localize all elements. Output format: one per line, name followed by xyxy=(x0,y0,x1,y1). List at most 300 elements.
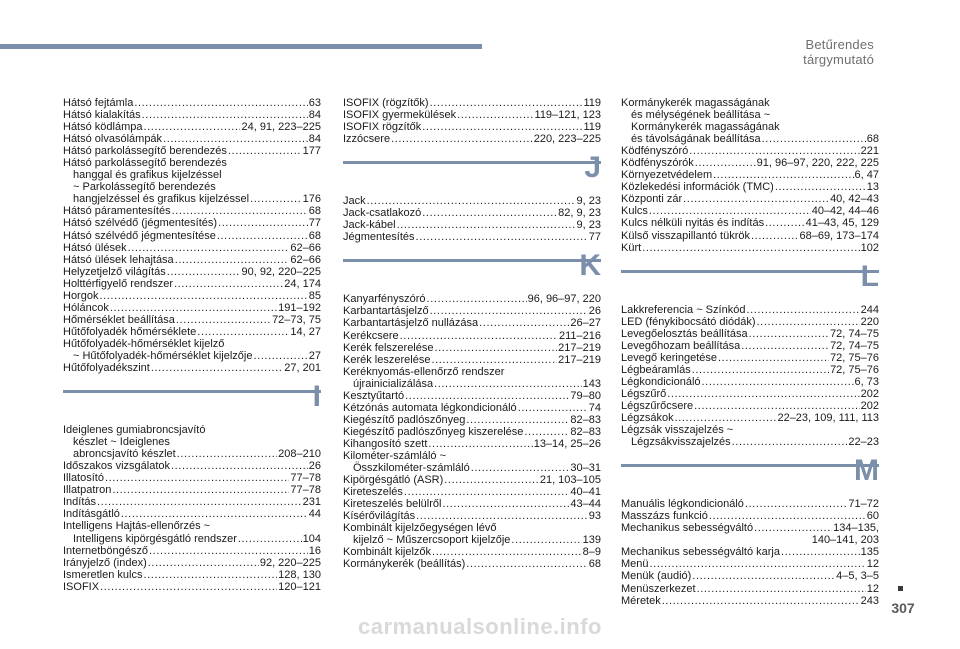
dot-leader xyxy=(434,378,582,390)
dot-leader xyxy=(143,569,277,581)
index-entry xyxy=(63,145,321,157)
index-entry xyxy=(63,217,321,229)
entry-term: Ismeretlen kulcs xyxy=(63,568,143,581)
dot-leader xyxy=(142,109,308,121)
entry-term: Levegő keringetése xyxy=(621,351,718,364)
dot-leader xyxy=(432,546,582,558)
index-entry-line xyxy=(621,400,879,412)
entry-pages: 72–73, 75 xyxy=(272,313,321,326)
dot-leader xyxy=(97,496,302,508)
entry-pages: 74 xyxy=(588,401,601,414)
index-entry-line xyxy=(343,133,601,145)
index-entry-line xyxy=(343,342,601,354)
index-entry xyxy=(621,230,879,242)
index-entry xyxy=(621,181,879,193)
index-entry xyxy=(63,545,321,557)
entry-pages: 211–216 xyxy=(558,329,601,342)
index-entry xyxy=(63,362,321,374)
index-entry-line xyxy=(621,340,879,352)
entry-pages: 12 xyxy=(866,582,879,595)
section-letter: I xyxy=(312,380,321,414)
index-column-3 xyxy=(621,97,879,607)
dot-leader xyxy=(518,402,588,414)
index-entry-line xyxy=(63,205,321,217)
entry-pages: 85 xyxy=(308,289,321,302)
entry-term: Külső visszapillantó tükrök xyxy=(621,229,751,242)
entry-pages: 68 xyxy=(308,205,321,218)
index-entry xyxy=(343,121,601,133)
index-entry-line xyxy=(63,145,321,157)
index-block xyxy=(63,424,321,593)
dot-leader xyxy=(675,412,777,424)
entry-term: ISOFIX (rögzítők) xyxy=(343,97,429,109)
index-entry-line xyxy=(63,230,321,242)
index-entry-line xyxy=(343,510,601,522)
entry-pages: 217–219 xyxy=(558,353,601,366)
entry-pages: 16 xyxy=(308,544,321,557)
dot-leader xyxy=(121,508,308,520)
entry-term: ISOFIX rögzítők xyxy=(343,121,422,134)
dot-leader xyxy=(702,376,854,388)
index-entry-line xyxy=(621,242,879,254)
index-entry xyxy=(621,412,879,424)
entry-pages: 77 xyxy=(588,231,601,244)
dot-leader xyxy=(718,352,829,364)
entry-term: Légzsákvisszajelzés xyxy=(631,436,731,449)
index-entry-line xyxy=(343,546,601,558)
entry-pages: 62–66 xyxy=(290,253,321,266)
entry-term: Hátsó ülések lehajtása xyxy=(63,253,174,266)
entry-pages: 82, 9, 23 xyxy=(558,207,601,220)
entry-pages: 41–43, 45, 129 xyxy=(805,217,879,230)
entry-term: Lakkreferencia ~ Színkód xyxy=(621,303,746,316)
entry-pages: 191–192 xyxy=(278,301,321,314)
index-entry xyxy=(63,472,321,484)
index-entry-line xyxy=(343,474,601,486)
index-entry-line xyxy=(63,254,321,266)
entry-pages: 13 xyxy=(866,181,879,194)
dot-leader xyxy=(457,109,533,121)
index-entry-line xyxy=(63,472,321,484)
entry-term: Ideiglenes gumiabroncsjavító xyxy=(63,424,206,437)
dot-leader xyxy=(172,205,308,217)
index-entry xyxy=(343,486,601,498)
dot-leader xyxy=(218,217,308,229)
index-entry xyxy=(621,328,879,340)
index-entry xyxy=(621,595,879,607)
dot-leader xyxy=(667,388,859,400)
dot-leader xyxy=(228,145,302,157)
index-block xyxy=(621,304,879,449)
entry-pages: 24, 91, 223–225 xyxy=(241,121,321,134)
entry-term: Hőmérséklet beállítása xyxy=(63,313,175,326)
index-entry xyxy=(621,570,879,582)
entry-pages: 6, 47 xyxy=(854,169,879,182)
index-entry-line xyxy=(343,534,601,546)
index-entry xyxy=(621,522,879,546)
index-entry-line xyxy=(343,109,601,121)
dot-leader xyxy=(781,546,860,558)
index-entry xyxy=(343,330,601,342)
index-entry-line xyxy=(621,388,879,400)
entry-term: Helyzetjelző világítás xyxy=(63,265,166,278)
entry-pages: 63 xyxy=(308,97,321,109)
entry-term: Levegőelosztás beállítása xyxy=(621,327,748,340)
index-entry-line xyxy=(63,569,321,581)
dot-leader xyxy=(524,426,569,438)
dot-leader xyxy=(751,230,798,242)
entry-term: Kormánykerék magasságának xyxy=(621,97,770,109)
index-entry xyxy=(343,522,601,546)
index-entry xyxy=(63,314,321,326)
entry-term: Indításgátló xyxy=(63,508,120,521)
index-entry xyxy=(343,293,601,305)
index-entry xyxy=(343,390,601,402)
entry-term: Menüszerkezet xyxy=(621,582,696,595)
index-entry xyxy=(63,520,321,544)
index-entry-line xyxy=(343,207,601,219)
entry-pages: 44 xyxy=(308,508,321,521)
entry-pages: 43–44 xyxy=(570,498,601,511)
index-entry-line xyxy=(63,350,321,362)
index-entry xyxy=(63,484,321,496)
entry-term: Kiegészítő padlószőnyeg kiszerelése xyxy=(343,425,524,438)
dot-leader xyxy=(471,462,570,474)
dot-leader xyxy=(174,278,283,290)
entry-pages: 220 xyxy=(860,315,879,328)
entry-pages: 9, 23 xyxy=(576,219,601,232)
dot-leader xyxy=(100,581,277,593)
index-entry-line xyxy=(343,293,601,305)
entry-term: újrainicializálása xyxy=(353,377,434,390)
entry-pages: 231 xyxy=(302,496,321,509)
entry-pages: 102 xyxy=(860,241,879,254)
entry-term: Kesztyűtartó xyxy=(343,389,405,402)
entry-term: Kerék felszerelése xyxy=(343,341,434,354)
entry-term: Összkilométer-számláló xyxy=(353,462,470,475)
watermark-text: carmanualsonline.info xyxy=(358,614,602,639)
index-entry-line xyxy=(343,231,601,243)
entry-term: Masszázs funkció xyxy=(621,510,708,523)
entry-pages: 217–219 xyxy=(558,341,601,354)
dot-leader xyxy=(466,558,587,570)
dot-leader xyxy=(692,570,835,582)
index-entry-line xyxy=(343,414,601,426)
entry-term: Illatosító xyxy=(63,472,104,485)
index-entry-line xyxy=(621,546,879,558)
index-entry xyxy=(343,317,601,329)
index-entry-line xyxy=(63,545,321,557)
entry-term: Kerék leszerelése xyxy=(343,353,431,366)
dot-leader xyxy=(694,400,859,412)
entry-term: Kombinált kijelzők xyxy=(343,546,432,559)
index-entry xyxy=(63,109,321,121)
entry-pages: 119 xyxy=(583,97,601,109)
index-entry xyxy=(63,557,321,569)
entry-pages: 27 xyxy=(308,349,321,362)
dot-leader xyxy=(110,302,277,314)
dot-leader xyxy=(171,460,308,472)
dot-leader xyxy=(175,254,290,266)
entry-term: Hűtőfolyadék-hőmérséklet kijelző xyxy=(63,337,225,350)
entry-term: Karbantartásjelző nullázása xyxy=(343,317,479,330)
index-entry xyxy=(621,424,879,448)
index-entry-line xyxy=(343,558,601,570)
dot-leader xyxy=(435,342,558,354)
header-accent-bar xyxy=(0,44,482,49)
index-entry-line xyxy=(63,193,321,205)
index-entry-line xyxy=(63,242,321,254)
entry-pages: 135 xyxy=(860,546,879,559)
index-entry-line xyxy=(343,378,601,390)
dot-leader xyxy=(689,145,859,157)
index-column-2 xyxy=(343,97,601,570)
dot-leader xyxy=(430,305,588,317)
entry-pages: 82–83 xyxy=(570,425,601,438)
entry-term: Ködfényszórók xyxy=(621,157,694,170)
index-entry-line xyxy=(621,570,879,582)
index-entry xyxy=(343,133,601,145)
entry-pages: 68–69, 173–174 xyxy=(799,229,879,242)
dot-leader xyxy=(177,448,277,460)
entry-pages: 26 xyxy=(308,460,321,473)
dot-leader xyxy=(163,133,308,145)
dot-leader xyxy=(99,290,307,302)
index-entry xyxy=(621,193,879,205)
entry-pages: 90, 92, 220–225 xyxy=(241,265,321,278)
index-entry xyxy=(343,366,601,390)
entry-term: Irányjelző (index) xyxy=(63,556,147,569)
entry-term: Kétzónás automata légkondicionáló xyxy=(343,401,517,414)
entry-term: hangjelzéssel és grafikus kijelzéssel xyxy=(73,193,250,206)
index-entry xyxy=(343,195,601,207)
dot-leader xyxy=(427,293,527,305)
index-entry xyxy=(621,217,879,229)
entry-pages-continued: 140–141, 203 xyxy=(811,534,879,547)
index-entry-line xyxy=(621,157,879,169)
index-entry-line xyxy=(343,195,601,207)
index-entry-line xyxy=(343,317,601,329)
index-entry xyxy=(621,316,879,328)
entry-pages: 13–14, 25–26 xyxy=(533,437,601,450)
entry-term: Menü xyxy=(621,558,649,571)
index-entry-line xyxy=(621,181,879,193)
entry-term: Kireteszelés xyxy=(343,486,403,499)
index-entry xyxy=(63,460,321,472)
dot-leader xyxy=(431,354,557,366)
entry-term: Jégmentesítés xyxy=(343,231,415,244)
dot-leader xyxy=(422,121,582,133)
index-entry xyxy=(63,569,321,581)
entry-term: Kerékcsere xyxy=(343,329,399,342)
index-entry-line xyxy=(343,305,601,317)
entry-term: Hátsó páramentesítés xyxy=(63,205,171,218)
entry-pages: 77–78 xyxy=(290,472,321,485)
index-entry xyxy=(621,364,879,376)
section-letter: L xyxy=(860,259,879,293)
entry-term: Hűtőfolyadék hőmérséklete xyxy=(63,325,197,338)
dot-leader xyxy=(151,362,283,374)
entry-pages: 22–23 xyxy=(848,436,879,449)
entry-pages: 9, 23 xyxy=(576,195,601,208)
entry-term: Kulcs xyxy=(621,205,648,218)
index-block xyxy=(63,97,321,374)
page-number: 307 xyxy=(891,600,915,616)
index-entry xyxy=(343,426,601,438)
index-entry-line xyxy=(63,97,321,109)
entry-pages: 72, 74–75 xyxy=(830,339,879,352)
entry-pages: 24, 174 xyxy=(284,277,321,290)
section-divider-j xyxy=(343,153,601,189)
entry-term: Kürt xyxy=(621,241,642,254)
entry-pages: 77–78 xyxy=(290,484,321,497)
entry-pages: 92, 220–225 xyxy=(259,556,321,569)
index-entry xyxy=(63,121,321,133)
index-entry xyxy=(343,450,601,474)
index-entry-line xyxy=(63,278,321,290)
entry-term: Légzsák visszajelzés ~ xyxy=(621,424,734,437)
entry-pages: 93 xyxy=(588,510,601,523)
entry-pages: 14, 27 xyxy=(290,325,321,338)
dot-leader xyxy=(134,97,307,109)
index-entry-line xyxy=(63,484,321,496)
entry-pages: 71–72 xyxy=(848,498,879,511)
dot-leader xyxy=(422,207,557,219)
section-divider-l xyxy=(621,259,879,298)
entry-term: Intelligens kipörgésgátló rendszer xyxy=(73,532,237,545)
index-entry-line xyxy=(63,533,321,545)
section-rule xyxy=(621,464,879,467)
index-entry-line xyxy=(63,302,321,314)
index-entry xyxy=(621,97,879,145)
entry-term: Hátsó ülések xyxy=(63,241,127,254)
dot-leader xyxy=(148,557,259,569)
entry-term: Indítás xyxy=(63,496,97,509)
dot-leader xyxy=(404,486,569,498)
entry-term: Hátsó szélvédő (jégmentesítés) xyxy=(63,217,218,230)
index-entry xyxy=(63,266,321,278)
index-block xyxy=(621,498,879,606)
index-entry xyxy=(343,109,601,121)
section-divider-k xyxy=(343,251,601,287)
entry-subline: és mélységének beállítása ~ xyxy=(631,109,771,122)
entry-pages: 82–83 xyxy=(570,413,601,426)
index-entry xyxy=(621,304,879,316)
index-block xyxy=(343,293,601,570)
dot-leader xyxy=(762,133,866,145)
dot-leader xyxy=(650,558,866,570)
index-entry xyxy=(343,342,601,354)
index-entry-line xyxy=(343,121,601,133)
entry-term: Holttérfigyelő rendszer xyxy=(63,277,174,290)
dot-leader xyxy=(416,510,588,522)
dot-leader xyxy=(430,97,583,109)
index-entry xyxy=(343,207,601,219)
index-entry xyxy=(343,510,601,522)
index-entry-line xyxy=(63,496,321,508)
dot-leader xyxy=(662,595,860,607)
dot-leader xyxy=(391,133,533,145)
entry-pages: 72, 75–76 xyxy=(830,351,879,364)
index-entry-line xyxy=(621,230,879,242)
index-entry xyxy=(63,133,321,145)
index-entry xyxy=(621,169,879,181)
entry-term: Mechanikus sebességváltó xyxy=(621,522,754,535)
dot-leader xyxy=(112,484,289,496)
entry-pages: 91, 96–97, 220, 222, 225 xyxy=(756,157,879,170)
index-entry-line xyxy=(621,316,879,328)
entry-term: Kísérővilágítás xyxy=(343,510,416,523)
index-entry-line xyxy=(343,498,601,510)
dot-leader xyxy=(367,195,576,207)
entry-term: Környezetvédelem xyxy=(621,169,713,182)
index-entry xyxy=(343,438,601,450)
index-entry-line xyxy=(621,595,879,607)
entry-term: abroncsjavító készlet xyxy=(73,448,176,461)
index-entry xyxy=(621,400,879,412)
section-letter: J xyxy=(584,151,601,185)
index-entry-line xyxy=(63,460,321,472)
entry-pages: 120–121 xyxy=(278,580,321,593)
section-rule xyxy=(343,259,601,262)
section-rule xyxy=(343,161,601,164)
index-entry xyxy=(63,97,321,109)
entry-term: Hátsó parkolássegítő berendezés xyxy=(63,157,227,170)
entry-pages: 220, 223–225 xyxy=(533,133,601,146)
index-entry xyxy=(343,305,601,317)
page-header-title: Betűrendes tárgymutató xyxy=(803,37,874,67)
entry-term: ISOFIX xyxy=(63,580,100,593)
entry-term: Kipörgésgátló (ASR) xyxy=(343,474,444,487)
dot-leader xyxy=(695,157,756,169)
entry-pages: 6, 73 xyxy=(854,375,879,388)
entry-term: Manuális légkondicionáló xyxy=(621,498,744,511)
dot-leader xyxy=(775,181,866,193)
entry-term: Hűtőfolyadékszint xyxy=(63,362,150,375)
dot-leader xyxy=(428,438,532,450)
entry-term: Horgok xyxy=(63,289,99,302)
index-entry-line xyxy=(343,426,601,438)
entry-subline: készlet ~ Ideiglenes xyxy=(73,436,170,449)
entry-term: Hátsó kialakítás xyxy=(63,109,141,122)
section-letter: M xyxy=(854,454,879,488)
entry-term: Ködfényszóró xyxy=(621,145,689,158)
index-entry-line xyxy=(621,352,879,364)
index-entry xyxy=(63,205,321,217)
dot-leader xyxy=(746,304,859,316)
entry-term: Légszűrő xyxy=(621,387,667,400)
entry-pages: 77 xyxy=(308,217,321,230)
index-entry xyxy=(63,326,321,338)
entry-term: Levegőhozam beállítása xyxy=(621,339,741,352)
entry-term: Hátsó ködlámpa xyxy=(63,121,143,134)
dot-leader xyxy=(416,231,588,243)
index-entry xyxy=(343,231,601,243)
index-block xyxy=(621,97,879,254)
index-entry xyxy=(63,496,321,508)
dot-leader xyxy=(442,498,569,510)
entry-term: Internetböngésző xyxy=(63,544,149,557)
entry-term: Kombinált kijelzőegységen lévő xyxy=(343,522,497,535)
entry-term: Kireteszelés belülről xyxy=(343,498,442,511)
index-entry-line xyxy=(63,557,321,569)
index-entry xyxy=(621,205,879,217)
entry-term: Keréknyomás-ellenőrző rendszer xyxy=(343,365,505,378)
entry-term: Intelligens Hajtás-ellenőrzés ~ xyxy=(63,520,211,533)
index-entry-line xyxy=(63,266,321,278)
entry-term: Kulcs nélküli nyitás és indítás xyxy=(621,217,765,230)
dot-leader xyxy=(197,326,289,338)
